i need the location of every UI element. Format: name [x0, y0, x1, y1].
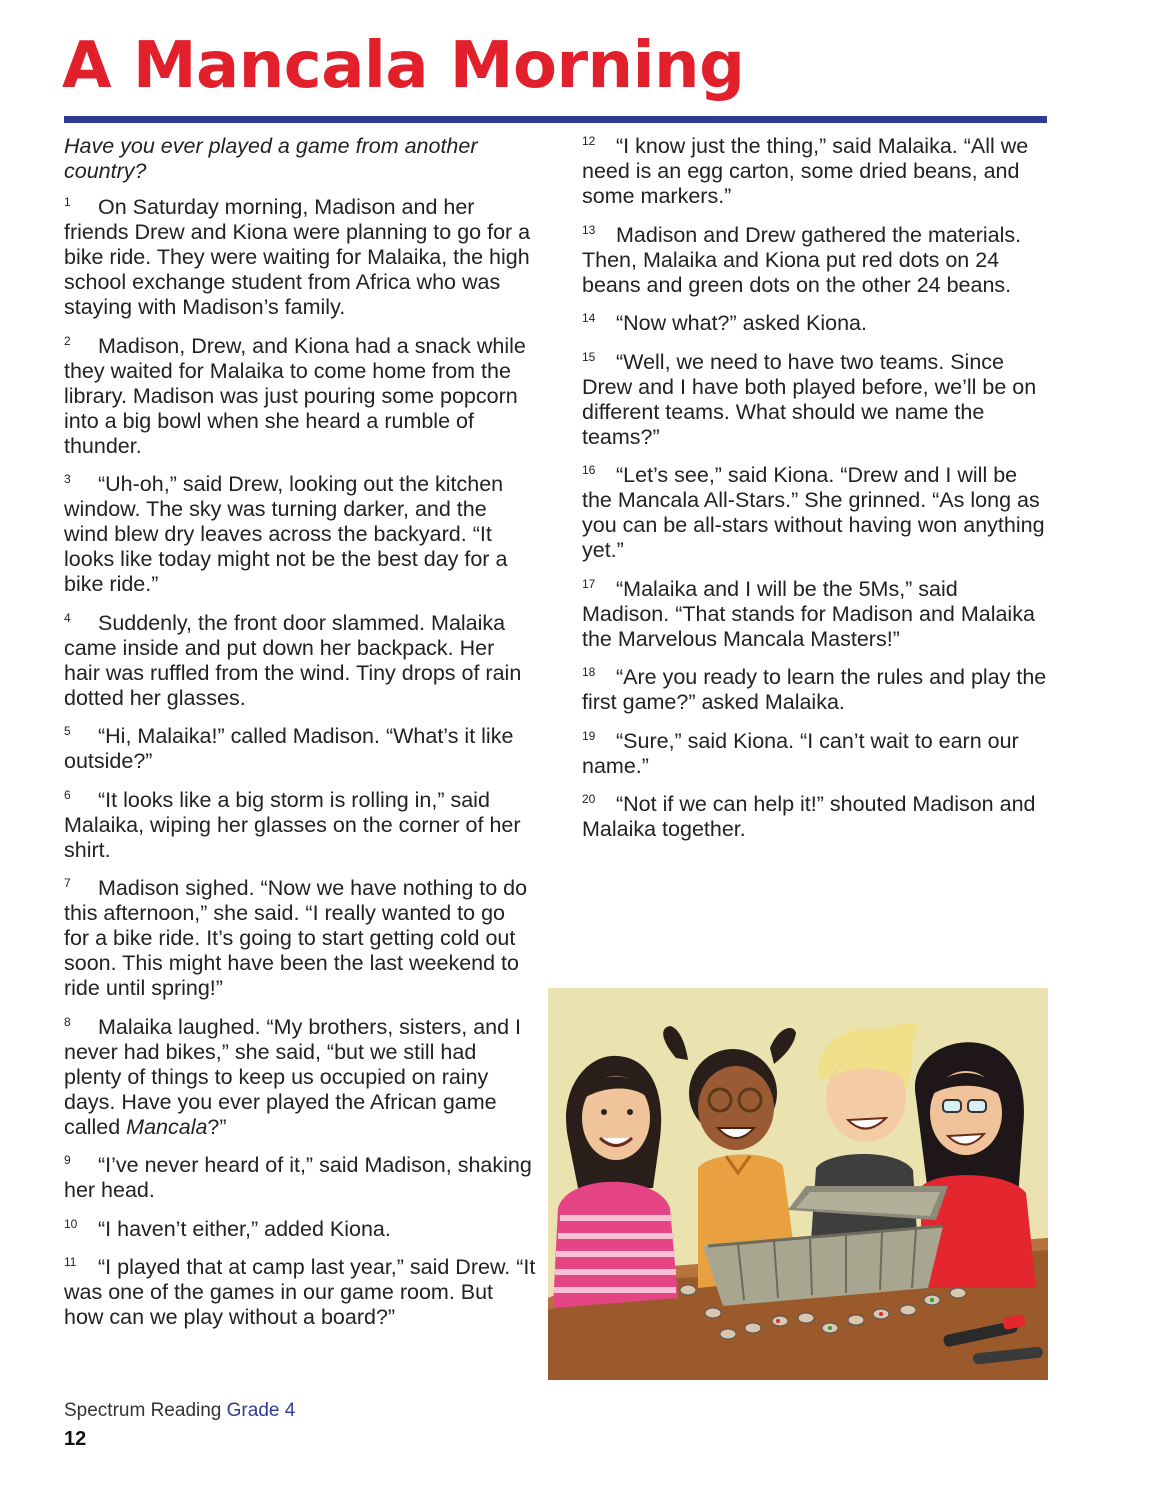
paragraph-2: 2 Madison, Drew, and Kiona had a snack while they waited for Malaika to come home from the library. Madison was just pouring some popcorn into a big bowl when she heard a rumble of thunder. [64, 333, 526, 458]
paragraph-text-end: ?” [207, 1114, 227, 1139]
paragraph-text: “Not if we can help it!” shouted Madison and Malaika together. [582, 792, 1036, 841]
paragraph-text: “Hi, Malaika!” called Madison. “What’s it like outside?” [64, 724, 514, 773]
paragraph-12: 12 “I know just the thing,” said Malaika. “All we need is an egg carton, some dried beans, and some markers.” [582, 134, 1029, 208]
paragraph-text: “Sure,” said Kiona. “I can’t wait to earn our name.” [582, 728, 1019, 778]
paragraph-text: “I know just the thing,” said Malaika. “All we need is an egg carton, some dried beans, and some markers.” [582, 134, 1029, 208]
paragraph-10: 10 “I haven’t either,” added Kiona. [64, 1216, 391, 1241]
paragraph-13: 13 Madison and Drew gathered the materials. Then, Malaika and Kiona put red dots on 24 beans and green dots on the other 24 beans. [582, 222, 1022, 297]
paragraph-8: 8 Malaika laughed. “My brothers, sisters, and I never had bikes,” she said, “but we still had plenty of things to keep us occupied on rainy days. Have you ever played the African game called Mancala?” [64, 1014, 522, 1139]
paragraph-text: Madison, Drew, and Kiona had a snack while they waited for Malaika to come home from the library. Madison was just pouring some popcorn into a big bowl when she heard a rumble of thunder. [64, 333, 526, 458]
paragraph-14: 14 “Now what?” asked Kiona. [582, 311, 867, 335]
paragraph-text: “Now what?” asked Kiona. [616, 311, 867, 335]
paragraph-18: 18 “Are you ready to learn the rules and play the first game?” asked Malaika. [582, 665, 1047, 714]
paragraph-text: Suddenly, the front door slammed. Malaika came inside and put down her backpack. Her hair was ruffled from the wind. Tiny drops of rain dotted her glasses. [64, 610, 522, 710]
footer-book-title [64, 1400, 295, 1422]
paragraph-text: “Uh-oh,” said Drew, looking out the kitchen window. The sky was turning darker, and the wind blew dry leaves across the backyard. “It looks like today might not be the best day for a bike ride.” [64, 472, 508, 596]
paragraph-17: 17 “Malaika and I will be the 5Ms,” said Madison. “That stands for Madison and Malaika the Marvelous Mancala Masters!” [582, 576, 1035, 651]
title-underline-rule [64, 116, 1047, 123]
paragraph-16: 16 “Let’s see,” said Kiona. “Drew and I will be the Mancala All-Stars.” She grinned. “As long as you can be all-stars without having won anything yet.” [582, 463, 1045, 562]
paragraph-text: “Are you ready to learn the rules and play the first game?” asked Malaika. [582, 665, 1047, 714]
footer-book: Spectrum Reading [64, 1400, 222, 1421]
paragraph-7: 7 Madison sighed. “Now we have nothing to do this afternoon,” she said. “I really wanted to go for a bike ride. It’s going to start getting cold out soon. This might have been the last weekend to ride until spring!” [64, 876, 528, 1000]
paragraph-text: “It looks like a big storm is rolling in,” said Malaika, wiping her glasses on the corner of her shirt. [64, 787, 521, 862]
paragraph-19: 19 “Sure,” said Kiona. “I can’t wait to earn our name.” [582, 728, 1019, 778]
paragraph-text: Madison and Drew gathered the materials. Then, Malaika and Kiona put red dots on 24 beans and green dots on the other 24 beans. [582, 222, 1022, 297]
paragraph-15: 15 “Well, we need to have two teams. Since Drew and I have both played before, we’ll be on different teams. What should we name the teams?” [582, 349, 1037, 449]
paragraph-6: 6 “It looks like a big storm is rolling in,” said Malaika, wiping her glasses on the corner of her shirt. [64, 787, 521, 862]
paragraph-3: 3 “Uh-oh,” said Drew, looking out the kitchen window. The sky was turning darker, and the wind blew dry leaves across the backyard. “It looks like today might not be the best day for a bike ride.” [64, 472, 508, 596]
paragraph-4: 4 Suddenly, the front door slammed. Malaika came inside and put down her backpack. Her hair was ruffled from the wind. Tiny drops of rain dotted her glasses. [64, 610, 522, 710]
paragraph-5: 5 “Hi, Malaika!” called Madison. “What’s it like outside?” [64, 724, 514, 773]
paragraph-text: “I’ve never heard of it,” said Madison, shaking her head. [64, 1153, 532, 1202]
right-column [582, 134, 1048, 856]
paragraph-text: Madison sighed. “Now we have nothing to do this afternoon,” she said. “I really wanted to go for a bike ride. It’s going to start getting cold out soon. This might have been the last weekend to ride until spring!” [64, 876, 528, 1000]
page-number: 12 [64, 1428, 87, 1450]
left-column [64, 134, 536, 1344]
page-title: A Mancala Morning [62, 29, 745, 103]
paragraph-text: “I haven’t either,” added Kiona. [98, 1216, 391, 1241]
paragraph-1: 1 On Saturday morning, Madison and her friends Drew and Kiona were planning to go for a bike ride. They were waiting for Malaika, the high school exchange student from Africa who was staying with Madison’s family. [64, 195, 531, 319]
paragraph-9: 9 “I’ve never heard of it,” said Madison, shaking her head. [64, 1153, 532, 1202]
paragraph-11: 11 “I played that at camp last year,” said Drew. “It was one of the games in our game room. But how can we play without a board?” [64, 1255, 536, 1329]
paragraph-text: “Malaika and I will be the 5Ms,” said Madison. “That stands for Madison and Malaika the Marvelous Mancala Masters!” [582, 576, 1035, 651]
paragraph-text: Malaika laughed. “My brothers, sisters, and I never had bikes,” she said, “but we still had plenty of things to keep us occupied on rainy days. Have you ever played the African game called [64, 1014, 522, 1139]
paragraph-20: 20 “Not if we can help it!” shouted Madison and Malaika together. [582, 792, 1036, 841]
mancala-illustration [548, 988, 1048, 1380]
intro-question: Have you ever played a game from another country? [64, 134, 478, 183]
game-name-italic: Mancala [126, 1114, 208, 1139]
paragraph-text: “I played that at camp last year,” said Drew. “It was one of the games in our game room. But how can we play without a board?” [64, 1255, 536, 1329]
paragraph-text: “Well, we need to have two teams. Since Drew and I have both played before, we’ll be on different teams. What should we name the teams?” [582, 349, 1037, 449]
paragraph-text: On Saturday morning, Madison and her friends Drew and Kiona were planning to go for a bike ride. They were waiting for Malaika, the high school exchange student from Africa who was staying with Madison’s family. [64, 195, 531, 319]
paragraph-text: “Let’s see,” said Kiona. “Drew and I will be the Mancala All-Stars.” She grinned. “As long as you can be all-stars without having won anything yet.” [582, 463, 1045, 562]
footer-grade: Grade 4 [226, 1400, 296, 1421]
